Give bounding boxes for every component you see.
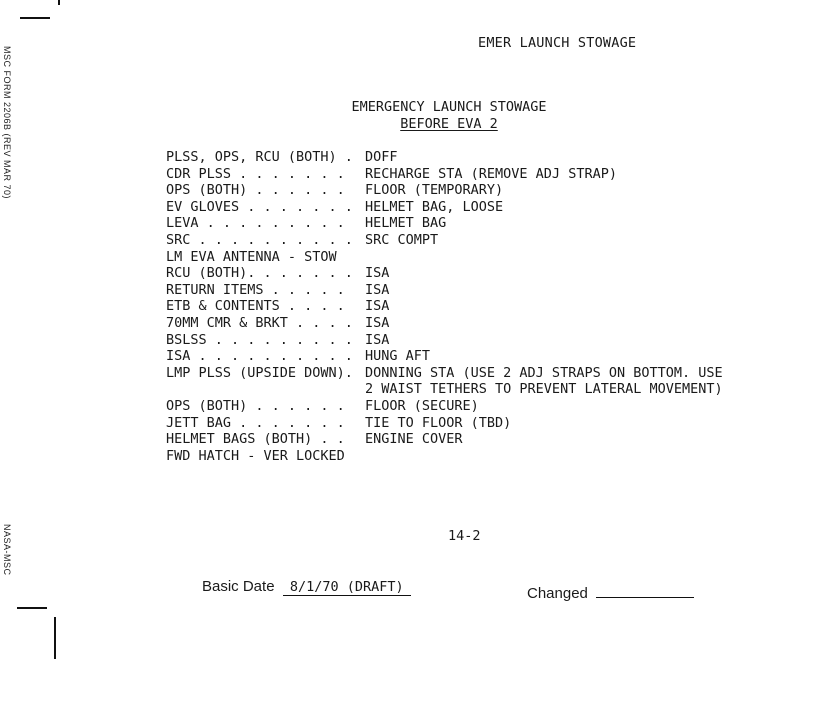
stowage-item: LM EVA ANTENNA - STOW: [166, 248, 337, 265]
section-subtitle-text: BEFORE EVA 2: [400, 116, 498, 132]
stowage-item: OPS (BOTH) . . . . . .: [166, 397, 345, 414]
stowage-location: ISA: [365, 281, 390, 298]
stowage-item: LEVA . . . . . . . . .: [166, 215, 345, 232]
crop-mark-top-tick: [58, 0, 60, 5]
stowage-location: HUNG AFT: [365, 348, 431, 365]
basic-date: [202, 578, 411, 596]
form-number-label: MSC FORM 2206B (REV MAR 70): [2, 46, 12, 200]
stowage-location: ISA: [365, 298, 390, 315]
stowage-item: JETT BAG . . . . . . .: [166, 414, 345, 431]
stowage-location: ISA: [365, 331, 390, 348]
stowage-location: ISA: [365, 265, 390, 282]
stowage-location: DONNING STA (USE 2 ADJ STRAPS ON BOTTOM. USE: [365, 364, 723, 381]
stowage-item: RETURN ITEMS . . . . .: [166, 281, 345, 298]
changed-value: [596, 581, 694, 598]
stowage-item: HELMET BAGS (BOTH) . .: [166, 431, 345, 448]
section-title: EMERGENCY LAUNCH STOWAGE: [351, 99, 547, 115]
stowage-location: HELMET BAG: [365, 215, 447, 232]
stowage-item: LMP PLSS (UPSIDE DOWN).: [166, 364, 353, 381]
agency-label: NASA-MSC: [2, 524, 12, 576]
stowage-item: SRC . . . . . . . . . .: [166, 231, 353, 248]
changed-date: [527, 581, 694, 602]
stowage-item: EV GLOVES . . . . . . .: [166, 198, 353, 215]
stowage-item: ISA . . . . . . . . . .: [166, 348, 353, 365]
stowage-location: HELMET BAG, LOOSE: [365, 198, 504, 215]
stowage-item: 70MM CMR & BRKT . . . .: [166, 314, 353, 331]
changed-label: Changed: [527, 585, 588, 602]
stowage-location: DOFF: [365, 149, 398, 165]
crop-mark-bottom: [17, 607, 47, 609]
stowage-location: SRC COMPT: [365, 231, 439, 248]
stowage-item: ETB & CONTENTS . . . .: [166, 298, 345, 315]
stowage-location: 2 WAIST TETHERS TO PREVENT LATERAL MOVEMENT): [365, 381, 723, 398]
stowage-location: FLOOR (TEMPORARY): [365, 182, 504, 199]
stowage-location: TIE TO FLOOR (TBD): [365, 414, 512, 431]
stowage-item: BSLSS . . . . . . . . .: [166, 331, 353, 348]
page-header: EMER LAUNCH STOWAGE: [478, 35, 637, 51]
page-number: 14-2: [448, 528, 481, 544]
section-subtitle: [300, 116, 598, 132]
stowage-item: FWD HATCH - VER LOCKED: [166, 447, 345, 464]
basic-date-label: Basic Date: [202, 578, 275, 595]
stowage-item: OPS (BOTH) . . . . . .: [166, 182, 345, 199]
crop-mark-bottom-vertical: [54, 617, 56, 659]
stowage-location: FLOOR (SECURE): [365, 397, 479, 414]
stowage-item: CDR PLSS . . . . . . .: [166, 165, 345, 182]
stowage-location: ISA: [365, 314, 390, 331]
crop-mark-top: [20, 17, 50, 19]
stowage-location: RECHARGE STA (REMOVE ADJ STRAP): [365, 165, 617, 182]
stowage-item: RCU (BOTH). . . . . . .: [166, 265, 353, 282]
basic-date-value: 8/1/70 (DRAFT): [283, 579, 411, 596]
stowage-location: ENGINE COVER: [365, 431, 463, 448]
stowage-item: PLSS, OPS, RCU (BOTH) .: [166, 149, 353, 165]
